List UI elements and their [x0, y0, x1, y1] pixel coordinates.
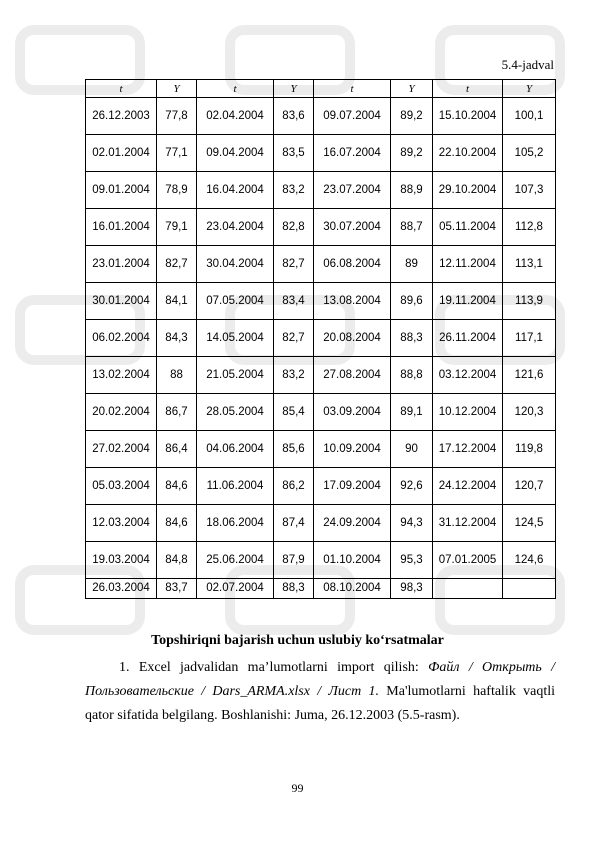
table-cell: 19.11.2004 — [433, 283, 503, 320]
column-header: Y — [391, 80, 433, 98]
table-cell: 23.01.2004 — [86, 246, 157, 283]
table-cell: 11.06.2004 — [197, 468, 274, 505]
table-cell: 06.08.2004 — [314, 246, 391, 283]
table-cell: 23.04.2004 — [197, 209, 274, 246]
table-cell: 82,7 — [274, 320, 314, 357]
table-cell: 94,3 — [391, 505, 433, 542]
table-cell: 08.10.2004 — [314, 579, 391, 599]
table-cell: 86,2 — [274, 468, 314, 505]
table-cell: 03.09.2004 — [314, 394, 391, 431]
table-cell: 83,7 — [157, 579, 197, 599]
column-header: Y — [157, 80, 197, 98]
table-cell: 82,7 — [157, 246, 197, 283]
table-row — [86, 357, 556, 394]
table-cell: 09.01.2004 — [86, 172, 157, 209]
table-cell: 88,7 — [391, 209, 433, 246]
table-cell: 17.12.2004 — [433, 431, 503, 468]
table-cell: 24.09.2004 — [314, 505, 391, 542]
table-cell: 29.10.2004 — [433, 172, 503, 209]
table-row — [86, 135, 556, 172]
table-cell: 89,2 — [391, 135, 433, 172]
table-cell: 124,6 — [503, 542, 556, 579]
table-cell: 02.04.2004 — [197, 98, 274, 135]
table-cell — [433, 579, 503, 599]
table-cell: 89,1 — [391, 394, 433, 431]
table-cell: 06.02.2004 — [86, 320, 157, 357]
table-cell: 124,5 — [503, 505, 556, 542]
instruction-lead: 1. Excel jadvalidan ma’lumotlarni import qilish: — [119, 660, 429, 675]
table-cell: 86,4 — [157, 431, 197, 468]
table-cell: 88,8 — [391, 357, 433, 394]
table-cell: 105,2 — [503, 135, 556, 172]
table-cell: 25.06.2004 — [197, 542, 274, 579]
table-cell: 87,9 — [274, 542, 314, 579]
table-cell: 28.05.2004 — [197, 394, 274, 431]
table-cell: 09.07.2004 — [314, 98, 391, 135]
table-cell: 30.01.2004 — [86, 283, 157, 320]
instruction-path: Файл / Открыть / Пользовательские / Dars_ARMA.xlsx / Лист 1. — [85, 660, 556, 699]
table-cell: 88 — [157, 357, 197, 394]
table-cell: 13.08.2004 — [314, 283, 391, 320]
table-cell: 05.03.2004 — [86, 468, 157, 505]
column-header: t — [197, 80, 274, 98]
table-row — [86, 505, 556, 542]
table-cell: 84,6 — [157, 505, 197, 542]
table-cell: 83,5 — [274, 135, 314, 172]
table-row — [86, 394, 556, 431]
table-cell: 107,3 — [503, 172, 556, 209]
table-cell: 119,8 — [503, 431, 556, 468]
table-cell: 95,3 — [391, 542, 433, 579]
table-cell: 18.06.2004 — [197, 505, 274, 542]
table-cell: 27.08.2004 — [314, 357, 391, 394]
table-cell: 87,4 — [274, 505, 314, 542]
column-header: t — [433, 80, 503, 98]
table-cell: 02.07.2004 — [197, 579, 274, 599]
table-cell: 77,1 — [157, 135, 197, 172]
table-cell: 85,4 — [274, 394, 314, 431]
table-header-row — [86, 80, 556, 98]
table-cell: 88,3 — [274, 579, 314, 599]
table-cell: 20.02.2004 — [86, 394, 157, 431]
table-cell: 12.11.2004 — [433, 246, 503, 283]
table-cell: 88,9 — [391, 172, 433, 209]
table-cell: 26.12.2003 — [86, 98, 157, 135]
column-header: Y — [274, 80, 314, 98]
table-cell: 07.01.2005 — [433, 542, 503, 579]
table-row — [86, 246, 556, 283]
table-cell: 98,3 — [391, 579, 433, 599]
table-cell: 16.01.2004 — [86, 209, 157, 246]
table-cell: 15.10.2004 — [433, 98, 503, 135]
table-cell: 113,9 — [503, 283, 556, 320]
table-cell: 22.10.2004 — [433, 135, 503, 172]
table-cell: 84,6 — [157, 468, 197, 505]
column-header: Y — [503, 80, 556, 98]
table-cell: 120,7 — [503, 468, 556, 505]
table-cell: 121,6 — [503, 357, 556, 394]
table-cell: 78,9 — [157, 172, 197, 209]
table-cell: 21.05.2004 — [197, 357, 274, 394]
table-row — [86, 542, 556, 579]
table-cell: 30.07.2004 — [314, 209, 391, 246]
table-cell: 17.09.2004 — [314, 468, 391, 505]
table-cell: 83,4 — [274, 283, 314, 320]
data-table — [85, 79, 556, 599]
table-cell: 89 — [391, 246, 433, 283]
table-cell: 85,6 — [274, 431, 314, 468]
table-cell: 120,3 — [503, 394, 556, 431]
table-cell: 30.04.2004 — [197, 246, 274, 283]
table-cell: 05.11.2004 — [433, 209, 503, 246]
table-caption: 5.4-jadval — [501, 57, 554, 72]
instruction-tail: Ma'lumotlarni haftalik vaqtli qator sifatida belgilang. Boshlanishi: Juma, 26.12.2003 (5.5-rasm). — [85, 684, 555, 723]
table-cell: 04.06.2004 — [197, 431, 274, 468]
table-cell: 12.03.2004 — [86, 505, 157, 542]
table-cell: 07.05.2004 — [197, 283, 274, 320]
table-cell: 09.04.2004 — [197, 135, 274, 172]
table-cell: 89,2 — [391, 98, 433, 135]
table-row — [86, 209, 556, 246]
section-heading: Topshiriqni bajarish uchun uslubiy ko‘rsatmalar — [151, 633, 444, 648]
instruction-paragraph — [85, 656, 555, 728]
table-cell: 14.05.2004 — [197, 320, 274, 357]
table-cell: 03.12.2004 — [433, 357, 503, 394]
table-cell: 19.03.2004 — [86, 542, 157, 579]
table-row — [86, 431, 556, 468]
page-number: 99 — [291, 781, 304, 795]
table-cell: 112,8 — [503, 209, 556, 246]
table-cell: 13.02.2004 — [86, 357, 157, 394]
table-cell: 20.08.2004 — [314, 320, 391, 357]
column-header: t — [86, 80, 157, 98]
table-cell: 26.11.2004 — [433, 320, 503, 357]
table-cell: 79,1 — [157, 209, 197, 246]
table-cell: 24.12.2004 — [433, 468, 503, 505]
table-cell: 84,8 — [157, 542, 197, 579]
table-cell: 23.07.2004 — [314, 172, 391, 209]
table-cell: 01.10.2004 — [314, 542, 391, 579]
table-cell: 84,3 — [157, 320, 197, 357]
table-cell: 27.02.2004 — [86, 431, 157, 468]
table-cell: 10.09.2004 — [314, 431, 391, 468]
table-cell: 16.04.2004 — [197, 172, 274, 209]
table-row — [86, 320, 556, 357]
table-cell: 117,1 — [503, 320, 556, 357]
table-row — [86, 283, 556, 320]
table-cell: 92,6 — [391, 468, 433, 505]
table-row — [86, 468, 556, 505]
table-cell: 83,2 — [274, 172, 314, 209]
table-row — [86, 98, 556, 135]
table-cell: 84,1 — [157, 283, 197, 320]
table-cell — [503, 579, 556, 599]
table-cell: 113,1 — [503, 246, 556, 283]
table-cell: 26.03.2004 — [86, 579, 157, 599]
table-cell: 16.07.2004 — [314, 135, 391, 172]
table-cell: 83,6 — [274, 98, 314, 135]
table-cell: 82,7 — [274, 246, 314, 283]
table-cell: 02.01.2004 — [86, 135, 157, 172]
table-cell: 10.12.2004 — [433, 394, 503, 431]
table-cell: 90 — [391, 431, 433, 468]
column-header: t — [314, 80, 391, 98]
table-cell: 83,2 — [274, 357, 314, 394]
table-row — [86, 172, 556, 209]
table-cell: 31.12.2004 — [433, 505, 503, 542]
table-row — [86, 579, 556, 599]
table-cell: 88,3 — [391, 320, 433, 357]
table-cell: 86,7 — [157, 394, 197, 431]
table-cell: 89,6 — [391, 283, 433, 320]
table-cell: 77,8 — [157, 98, 197, 135]
table-cell: 100,1 — [503, 98, 556, 135]
table-cell: 82,8 — [274, 209, 314, 246]
